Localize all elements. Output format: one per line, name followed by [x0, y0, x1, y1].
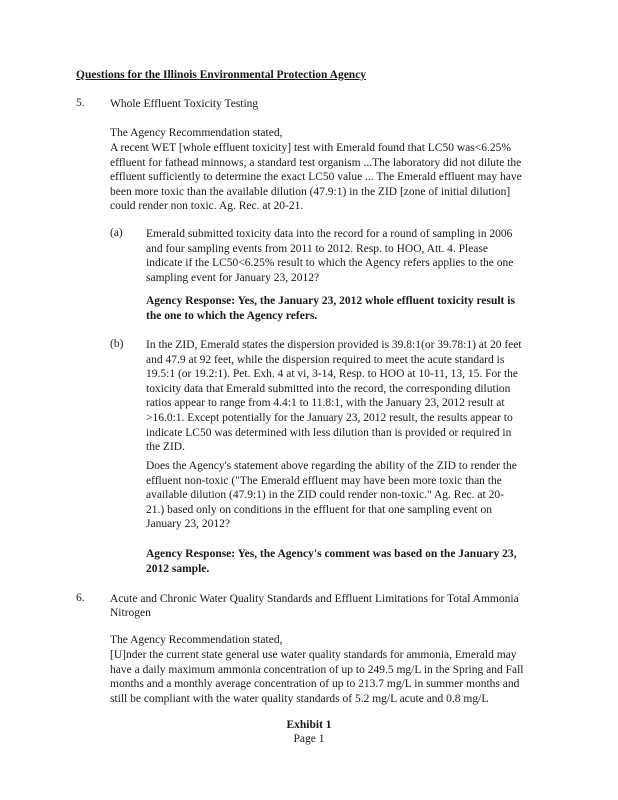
item-b-question	[146, 338, 542, 455]
quote-line: [U]nder the current state general use water quality standards for ammonia, Emerald may	[110, 649, 517, 661]
footer-exhibit: Exhibit 1	[286, 719, 332, 731]
section-6-quote	[110, 648, 542, 706]
item-a-question	[146, 227, 542, 285]
document-heading: Questions for the Illinois Environmental Protection Agency	[76, 69, 367, 81]
question-line: 21.) based only on conditions in the effluent for that one sampling event on	[146, 503, 492, 516]
question-line: toxicity data that Emerald submitted into the record, the corresponding dilution	[146, 382, 511, 395]
response-line: Agency Response: Yes, the Agency's comment was based on the January 23,	[146, 548, 517, 560]
question-line: available dilution (47.9:1) in the ZID could render non-toxic." Ag. Rec. at 20-	[146, 489, 504, 502]
question-line: indicate if the LC50<6.25% result to which the Agency refers applies to the one	[146, 257, 514, 270]
section-6-intro: The Agency Recommendation stated,	[110, 634, 283, 646]
question-line: ratios appear to range from 4.4:1 to 11.8:1, with the January 23, 2012 result at	[146, 397, 505, 410]
question-line: 19.5:1 (or 19.2:1). Pet. Exh. 4 at vi, 3-14, Resp. to HOO at 10-11, 13, 15. For the	[146, 368, 519, 381]
quote-line: effluent sufficiently to determine the exact LC50 value ... The Emerald effluent may have	[110, 171, 522, 184]
response-line: Agency Response: Yes, the January 23, 2012 whole effluent toxicity result is	[146, 295, 515, 307]
response-line: the one to which the Agency refers.	[146, 309, 318, 322]
item-b-agency-response	[146, 547, 542, 576]
question-line: indicate LC50 was determined with less dilution than is provided or required in	[146, 426, 512, 439]
quote-line: effluent for fathead minnows, a standard test organism ...The laboratory did not dilute the	[110, 156, 522, 169]
question-line: January 23, 2012?	[146, 518, 230, 531]
question-line: Does the Agency's statement above regarding the ability of the ZID to render the	[146, 460, 517, 472]
section-5-quote	[110, 141, 542, 214]
question-line: and 47.9 at 92 feet, while the dispersion required to meet the acute standard is	[146, 353, 505, 366]
question-line: the ZID.	[146, 441, 185, 454]
question-line: sampling event for January 23, 2012?	[146, 271, 320, 284]
section-6-number: 6.	[76, 592, 85, 604]
question-line: Emerald submitted toxicity data into the record for a round of sampling in 2006	[146, 228, 513, 240]
section-5-title: Whole Effluent Toxicity Testing	[110, 98, 259, 110]
quote-line: months and a monthly average concentration of up to 213.7 mg/L in summer months and	[110, 678, 520, 691]
quote-line: been more toxic than the available dilution (47.9:1) in the ZID [zone of initial dilution]	[110, 185, 511, 198]
section-5-intro: The Agency Recommendation stated,	[110, 127, 283, 139]
question-line: effluent non-toxic ("The Emerald effluent may have been more toxic than the	[146, 474, 502, 487]
quote-line: have a daily maximum ammonia concentration of up to 249.5 mg/L in the Spring and Fall	[110, 663, 524, 676]
item-a-label: (a)	[110, 227, 123, 239]
quote-line: A recent WET [whole effluent toxicity] test with Emerald found that LC50 was<6.25%	[110, 142, 511, 154]
title-line: Acute and Chronic Water Quality Standards and Effluent Limitations for Total Ammonia	[110, 593, 519, 605]
quote-line: still be compliant with the water quality standards of 5.2 mg/L acute and 0.8 mg/L	[110, 692, 489, 705]
response-line: 2012 sample.	[146, 562, 210, 575]
title-line: Nitrogen	[110, 607, 151, 619]
item-b-label: (b)	[110, 338, 124, 350]
item-a-agency-response	[146, 294, 542, 323]
section-6-title	[110, 592, 542, 620]
question-line: In the ZID, Emerald states the dispersion provided is 39.8:1(or 39.78:1) at 20 feet	[146, 339, 522, 351]
question-line: >16.0:1. Except potentially for the January 23, 2012 result, the results appear to	[146, 411, 513, 424]
question-line: and four sampling events from 2011 to 2012. Resp. to HOO, Att. 4. Please	[146, 242, 488, 255]
section-5-number: 5.	[76, 97, 85, 109]
item-b-question-2	[146, 459, 542, 532]
footer-page-number: Page 1	[293, 733, 325, 745]
quote-line: could render non toxic. Ag. Rec. at 20-21.	[110, 200, 304, 213]
